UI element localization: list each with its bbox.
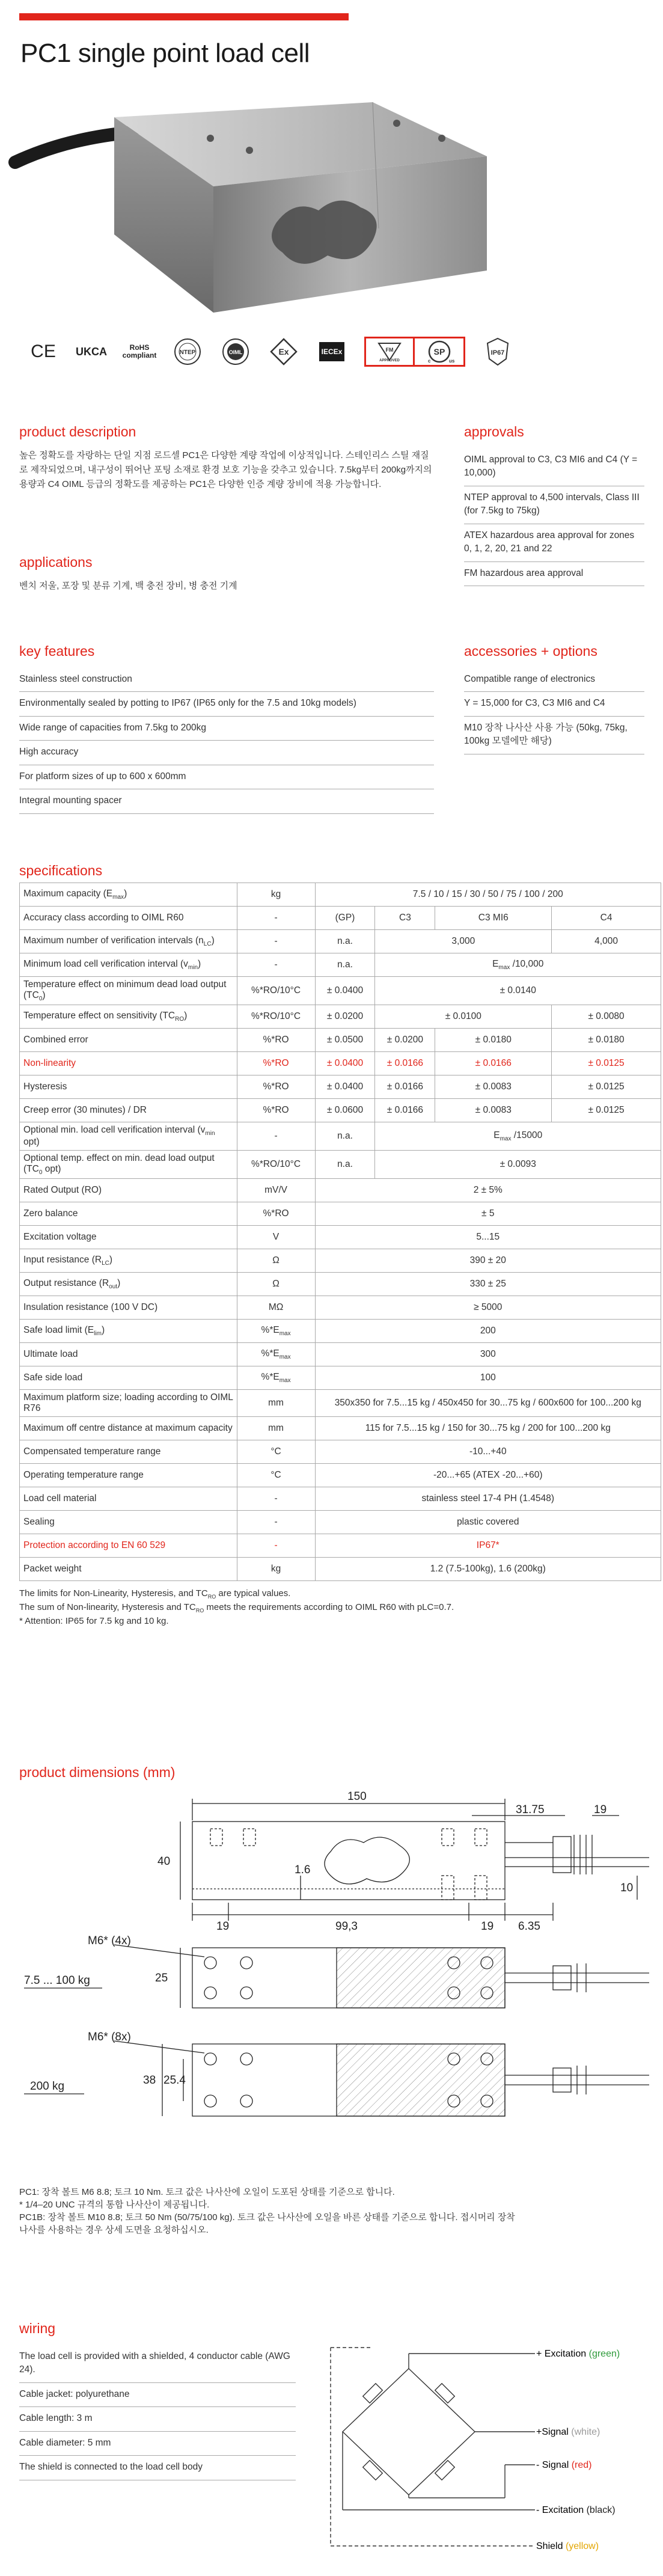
spec-parameter: Creep error (30 minutes) / DR — [20, 1099, 237, 1122]
load-cell-image — [12, 90, 529, 331]
spec-row — [20, 977, 661, 1005]
spec-row — [20, 1151, 661, 1179]
spec-unit: - — [237, 1122, 315, 1151]
spec-row — [20, 1052, 661, 1075]
ntep-seal-icon — [163, 337, 212, 367]
specifications-table — [19, 883, 661, 1581]
spec-value: IP67* — [315, 1534, 661, 1558]
feature-item: Environmentally sealed by potting to IP67 (IP65 only for the 7.5 and 10kg models) — [19, 692, 434, 716]
product-description-text: 높은 정확도를 자랑하는 단일 지점 로드셀 PC1은 다양한 계량 작업에 이상적입니다. 스테인리스 스틸 재질로 제작되었으며, 내구성이 뛰어난 포팅 소재로 환경 보호 기능을 갖추고 있습니다. 7.5kg부터 200kg까지의 용량과 C4 OIML 등급의 정확도를 제공하는 PC1은 다양한 인증 계량 장비에 적용 가능합니다. — [19, 450, 432, 489]
page-title: PC1 single point load cell — [20, 38, 310, 68]
spec-parameter: Optional temp. effect on min. dead load output ($TC_0$ opt) — [20, 1151, 237, 1179]
spec-parameter: Ultimate load — [20, 1343, 237, 1366]
spec-value: 350x350 for 7.5...15 kg / 450x450 for 30...75 kg / 600x600 for 100...200 kg — [315, 1390, 661, 1417]
spec-row — [20, 1390, 661, 1417]
spec-unit: kg — [237, 883, 315, 907]
signal-label: - Signal — [536, 2460, 569, 2470]
product-dimensions-heading-wrap — [19, 1764, 175, 1781]
spec-unit: $\%*E_{max}$ — [237, 1343, 315, 1366]
spec-row — [20, 930, 661, 953]
wiring-item: The shield is connected to the load cell body — [19, 2456, 296, 2480]
spec-parameter: Rated Output (RO) — [20, 1179, 237, 1202]
approvals-list — [464, 448, 644, 586]
spec-row — [20, 1366, 661, 1390]
spec-parameter: Operating temperature range — [20, 1464, 237, 1487]
spec-value: n.a. — [315, 1122, 375, 1151]
spec-value: n.a. — [315, 1151, 375, 1179]
spec-note: The limits for Non-Linearity, Hysteresis, and $TC_{RO}$ are typical values. — [19, 1588, 291, 1600]
key-features-heading: key features — [19, 643, 95, 659]
product-description-section — [19, 424, 434, 492]
key-features-list — [19, 668, 434, 814]
dim-40: 40 — [157, 1855, 171, 1868]
spec-parameter: Safe side load — [20, 1366, 237, 1390]
spec-parameter: Protection according to EN 60 529 — [20, 1534, 237, 1558]
spec-value: ± 0.0125 — [552, 1052, 661, 1075]
spec-row — [20, 953, 661, 977]
wiring-item: The load cell is provided with a shielded, 4 conductor cable (AWG 24). — [19, 2345, 296, 2383]
label-range-small: 7.5 ... 100 kg — [24, 1974, 90, 1987]
approvals-section — [464, 424, 644, 586]
spec-unit: °C — [237, 1464, 315, 1487]
signal-color-red: (red) — [571, 2460, 592, 2470]
feature-item: Wide range of capacities from 7.5kg to 200kg — [19, 717, 434, 741]
oiml-seal-icon — [212, 337, 260, 367]
spec-value: 1.2 (7.5-100kg), 1.6 (200kg) — [315, 1558, 661, 1581]
spec-row — [20, 1440, 661, 1464]
accessories-heading: accessories + options — [464, 643, 597, 659]
label-range-large: 200 kg — [30, 2080, 65, 2093]
spec-row — [20, 1249, 661, 1273]
spec-value: 390 ± 20 — [315, 1249, 661, 1273]
wiring-section — [19, 2321, 296, 2480]
top-view-small — [24, 1945, 649, 2008]
spec-row — [20, 1029, 661, 1052]
dim-150: 150 — [347, 1790, 367, 1803]
spec-value: C4 — [552, 907, 661, 930]
svg-text:Shield (yellow) — [536, 2541, 599, 2551]
spec-unit: mm — [237, 1417, 315, 1440]
spec-value: C3 MI6 — [435, 907, 552, 930]
spec-value: $E_{max}$ /10,000 — [375, 953, 661, 977]
spec-unit: Ω — [237, 1273, 315, 1296]
dim-10: 10 — [620, 1882, 634, 1894]
spec-unit: %*RO/10°C — [237, 1005, 315, 1029]
spec-value: ≥ 5000 — [315, 1296, 661, 1320]
certification-logos — [19, 334, 644, 370]
dim-note: PC1B: 장착 볼트 M10 8.8; 토크 50 Nm (50/75/100 kg). 토크 값은 나사산에 오일을 바른 상태를 기준으로 합니다. 접시머리 장착 나사를 사용하는 경우 상세 도면을 요청하십시오. — [19, 2212, 515, 2235]
spec-unit: %*RO/10°C — [237, 1151, 315, 1179]
signal-label: + Excitation — [536, 2349, 587, 2359]
approval-item: FM hazardous area approval — [464, 562, 644, 586]
signal-color-yellow: (yellow) — [565, 2541, 599, 2551]
brand-red-bar — [19, 13, 349, 20]
spec-value: 5...15 — [315, 1226, 661, 1249]
svg-text:- Excitation (black) — [536, 2505, 616, 2515]
product-dimensions-heading: product dimensions (mm) — [19, 1764, 176, 1780]
spec-value: $E_{max}$ /15000 — [375, 1122, 661, 1151]
spec-value: ± 0.0400 — [315, 1052, 375, 1075]
spec-parameter: Hysteresis — [20, 1075, 237, 1099]
svg-text:NTEP: NTEP — [179, 349, 196, 356]
spec-value: stainless steel 17-4 PH (1.4548) — [315, 1487, 661, 1511]
spec-value: ± 0.0140 — [375, 977, 661, 1005]
svg-text:APPROVED: APPROVED — [379, 359, 400, 363]
spec-parameter: Compensated temperature range — [20, 1440, 237, 1464]
wiring-item: Cable length: 3 m — [19, 2407, 296, 2431]
spec-value: ± 0.0125 — [552, 1075, 661, 1099]
spec-unit: - — [237, 1511, 315, 1534]
dim-1-6: 1.6 — [295, 1864, 311, 1876]
spec-unit: $\%*E_{max}$ — [237, 1366, 315, 1390]
spec-value: 2 ± 5% — [315, 1179, 661, 1202]
dim-note: * 1/4–20 UNC 규격의 통합 나사산이 제공됩니다. — [19, 2200, 210, 2210]
feature-item: For platform sizes of up to 600 x 600mm — [19, 765, 434, 789]
fm-approved-icon — [364, 337, 415, 367]
spec-row — [20, 1122, 661, 1151]
svg-text:IP67: IP67 — [490, 349, 505, 356]
spec-unit: MΩ — [237, 1296, 315, 1320]
spec-value: 100 — [315, 1366, 661, 1390]
spec-value: -20...+65 (ATEX -20...+60) — [315, 1464, 661, 1487]
specifications-section — [19, 863, 661, 1628]
spec-row — [20, 1464, 661, 1487]
specifications-heading: specifications — [19, 863, 103, 878]
atex-ex-icon — [260, 337, 308, 367]
spec-unit: Ω — [237, 1249, 315, 1273]
dim-note: PC1: 장착 볼트 M6 8.8; 토크 10 Nm. 토크 값은 나사산에 오일이 도포된 상태를 기준으로 합니다. — [19, 2187, 395, 2197]
spec-parameter: Optional min. load cell verification interval ($v_{min}$ opt) — [20, 1122, 237, 1151]
spec-unit: °C — [237, 1440, 315, 1464]
dim-25: 25 — [155, 1972, 168, 1984]
product-description-heading: product description — [19, 424, 136, 439]
spec-unit: V — [237, 1226, 315, 1249]
spec-parameter: Minimum load cell verification interval $(v_{min})$ — [20, 953, 237, 977]
spec-value: ± 0.0125 — [552, 1099, 661, 1122]
spec-value: n.a. — [315, 953, 375, 977]
svg-text:SP: SP — [433, 347, 445, 356]
approvals-heading: approvals — [464, 424, 524, 439]
accessory-item: Compatible range of electronics — [464, 668, 644, 692]
spec-parameter: Accuracy class according to OIML R60 — [20, 907, 237, 930]
approval-item: NTEP approval to 4,500 intervals, Class III (for 7.5kg to 75kg) — [464, 486, 644, 524]
spec-value: ± 0.0200 — [375, 1029, 435, 1052]
spec-unit: - — [237, 1534, 315, 1558]
signal-color-green: (green) — [588, 2349, 620, 2359]
accessory-item: M10 장착 나사산 사용 가능 (50kg, 75kg, 100kg 모델에만 해당) — [464, 717, 644, 754]
spec-row — [20, 1343, 661, 1366]
spec-parameter: Maximum platform size; loading according to OIML R76 — [20, 1390, 237, 1417]
spec-row — [20, 907, 661, 930]
spec-unit: %*RO — [237, 1052, 315, 1075]
spec-value: ± 0.0080 — [552, 1005, 661, 1029]
spec-row — [20, 1005, 661, 1029]
dim-19-left: 19 — [216, 1920, 230, 1933]
spec-unit: - — [237, 907, 315, 930]
svg-text:+Signal (white) — [536, 2427, 600, 2437]
spec-value: ± 0.0200 — [315, 1005, 375, 1029]
spec-row — [20, 1534, 661, 1558]
spec-value: 115 for 7.5...15 kg / 150 for 30...75 kg / 200 for 100...200 kg — [315, 1417, 661, 1440]
spec-parameter: Maximum off centre distance at maximum capacity — [20, 1417, 237, 1440]
spec-value: n.a. — [315, 930, 375, 953]
ip67-icon — [474, 337, 522, 367]
svg-text:- Signal (red) — [536, 2460, 591, 2470]
approval-item: ATEX hazardous area approval for zones 0, 1, 2, 20, 21 and 22 — [464, 524, 644, 562]
svg-text:c: c — [427, 358, 430, 364]
applications-text: 벤치 저울, 포장 및 분류 기계, 백 충전 장비, 병 충전 기계 — [19, 581, 237, 591]
spec-parameter: Excitation voltage — [20, 1226, 237, 1249]
wiring-heading: wiring — [19, 2321, 56, 2336]
spec-value: ± 0.0166 — [375, 1099, 435, 1122]
spec-unit: $\%*E_{max}$ — [237, 1320, 315, 1343]
signal-color-black: (black) — [586, 2505, 616, 2515]
ce-mark-icon: CE — [31, 341, 56, 362]
spec-row — [20, 1487, 661, 1511]
spec-value: ± 5 — [315, 1202, 661, 1226]
spec-value: ± 0.0500 — [315, 1029, 375, 1052]
spec-unit: mm — [237, 1390, 315, 1417]
feature-item: Integral mounting spacer — [19, 789, 434, 813]
spec-parameter: Temperature effect on sensitivity $(TC_{RO})$ — [20, 1005, 237, 1029]
spec-unit: mV/V — [237, 1179, 315, 1202]
iecex-icon: IECEx — [308, 337, 356, 367]
feature-item: Stainless steel construction — [19, 668, 434, 692]
spec-value: (GP) — [315, 907, 375, 930]
approval-item: OIML approval to C3, C3 MI6 and C4 (Y = 10,000) — [464, 448, 644, 486]
spec-value: ± 0.0083 — [435, 1099, 552, 1122]
spec-row — [20, 1179, 661, 1202]
dim-38: 38 — [143, 2074, 156, 2087]
spec-parameter: Zero balance — [20, 1202, 237, 1226]
spec-value: 200 — [315, 1320, 661, 1343]
svg-text:FM: FM — [385, 347, 394, 353]
signal-label: - Excitation — [536, 2505, 584, 2515]
spec-value: ± 0.0166 — [435, 1052, 552, 1075]
spec-value: ± 0.0600 — [315, 1099, 375, 1122]
spec-value: 3,000 — [375, 930, 552, 953]
spec-value: ± 0.0180 — [435, 1029, 552, 1052]
spec-value: C3 — [375, 907, 435, 930]
dim-19-top: 19 — [594, 1804, 607, 1816]
spec-value: ± 0.0083 — [435, 1075, 552, 1099]
spec-value: 330 ± 25 — [315, 1273, 661, 1296]
dimension-notes — [19, 2186, 524, 2236]
spec-parameter: Insulation resistance (100 V DC) — [20, 1296, 237, 1320]
spec-value: 300 — [315, 1343, 661, 1366]
wiring-list — [19, 2345, 296, 2480]
dim-99-3: 99,3 — [335, 1920, 358, 1933]
spec-parameter: Maximum capacity $(E_{max})$ — [20, 883, 237, 907]
spec-parameter: Temperature effect on minimum dead load output $(TC_0)$ — [20, 977, 237, 1005]
spec-row — [20, 1075, 661, 1099]
spec-parameter: Packet weight — [20, 1558, 237, 1581]
spec-note: * Attention: IP65 for 7.5 kg and 10 kg. — [19, 1616, 169, 1627]
spec-parameter: Sealing — [20, 1511, 237, 1534]
ukca-mark-icon: UKCA — [76, 345, 107, 358]
spec-value: ± 0.0166 — [375, 1052, 435, 1075]
top-view-large — [24, 2041, 649, 2116]
spec-value: 7.5 / 10 / 15 / 30 / 50 / 75 / 100 / 200 — [315, 883, 661, 907]
spec-parameter: Input resistance $(R_{LC})$ — [20, 1249, 237, 1273]
signal-label: Shield — [536, 2541, 563, 2551]
spec-unit: - — [237, 953, 315, 977]
key-features-section — [19, 643, 434, 814]
spec-note: The sum of Non-linearity, Hysteresis and $TC_{RO}$ meets the requirements according to OIML R60 with pLC=0.7. — [19, 1602, 454, 1614]
label-m6-4x: M6* (4x) — [88, 1935, 131, 1947]
spec-value: ± 0.0093 — [375, 1151, 661, 1179]
spec-row — [20, 1558, 661, 1581]
spec-unit: %*RO — [237, 1075, 315, 1099]
svg-text:us: us — [448, 358, 454, 364]
spec-value: plastic covered — [315, 1511, 661, 1534]
dim-19-right: 19 — [481, 1920, 494, 1933]
wiring-item: Cable jacket: polyurethane — [19, 2383, 296, 2407]
spec-parameter: Combined error — [20, 1029, 237, 1052]
spec-value: 4,000 — [552, 930, 661, 953]
applications-heading: applications — [19, 554, 93, 570]
spec-row — [20, 1273, 661, 1296]
accessories-list — [464, 668, 644, 754]
spec-row — [20, 1202, 661, 1226]
wiring-diagram — [307, 2336, 655, 2564]
spec-value: ± 0.0400 — [315, 1075, 375, 1099]
spec-value: ± 0.0180 — [552, 1029, 661, 1052]
spec-value: ± 0.0100 — [375, 1005, 552, 1029]
spec-parameter: Safe load limit $(E_{lim})$ — [20, 1320, 237, 1343]
spec-value: ± 0.0166 — [375, 1075, 435, 1099]
spec-parameter: Maximum number of verification intervals $(n_{LC})$ — [20, 930, 237, 953]
accessory-item: Y = 15,000 for C3, C3 MI6 and C4 — [464, 692, 644, 716]
spec-row — [20, 1226, 661, 1249]
svg-text:+ Excitation (green) — [536, 2349, 620, 2359]
spec-parameter: Load cell material — [20, 1487, 237, 1511]
wiring-item: Cable diameter: 5 mm — [19, 2432, 296, 2456]
spec-unit: - — [237, 930, 315, 953]
accessories-section — [464, 643, 644, 754]
spec-unit: kg — [237, 1558, 315, 1581]
side-view — [180, 1799, 649, 1921]
spec-unit: %*RO/10°C — [237, 977, 315, 1005]
spec-parameter: Non-linearity — [20, 1052, 237, 1075]
spec-unit: %*RO — [237, 1029, 315, 1052]
specifications-table-body — [20, 883, 661, 1581]
signal-label: +Signal — [536, 2427, 569, 2437]
spec-parameter: Output resistance $(R_{out})$ — [20, 1273, 237, 1296]
feature-item: High accuracy — [19, 741, 434, 765]
dim-25-4: 25.4 — [163, 2074, 186, 2087]
spec-value: -10...+40 — [315, 1440, 661, 1464]
svg-text:Ex: Ex — [278, 347, 289, 356]
wheatstone-bridge — [331, 2348, 535, 2546]
svg-text:OIML: OIML — [228, 349, 243, 355]
spec-value: ± 0.0400 — [315, 977, 375, 1005]
signal-labels — [536, 2349, 620, 2551]
dimension-drawing — [12, 1785, 661, 2182]
rohs-icon: RoHS compliant — [122, 343, 157, 359]
spec-row — [20, 1417, 661, 1440]
spec-row — [20, 1511, 661, 1534]
spec-unit: %*RO — [237, 1202, 315, 1226]
spec-unit: - — [237, 1487, 315, 1511]
dim-31-75: 31.75 — [516, 1804, 545, 1816]
spec-row — [20, 1296, 661, 1320]
spec-row — [20, 883, 661, 907]
spec-row — [20, 1099, 661, 1122]
signal-color-white: (white) — [571, 2427, 600, 2437]
label-m6-8x: M6* (8x) — [88, 2031, 131, 2043]
spec-row — [20, 1320, 661, 1343]
applications-section — [19, 554, 434, 593]
spec-unit: %*RO — [237, 1099, 315, 1122]
specifications-notes — [19, 1587, 661, 1628]
csa-mark-icon — [415, 337, 465, 367]
dim-6-35: 6.35 — [518, 1920, 540, 1933]
